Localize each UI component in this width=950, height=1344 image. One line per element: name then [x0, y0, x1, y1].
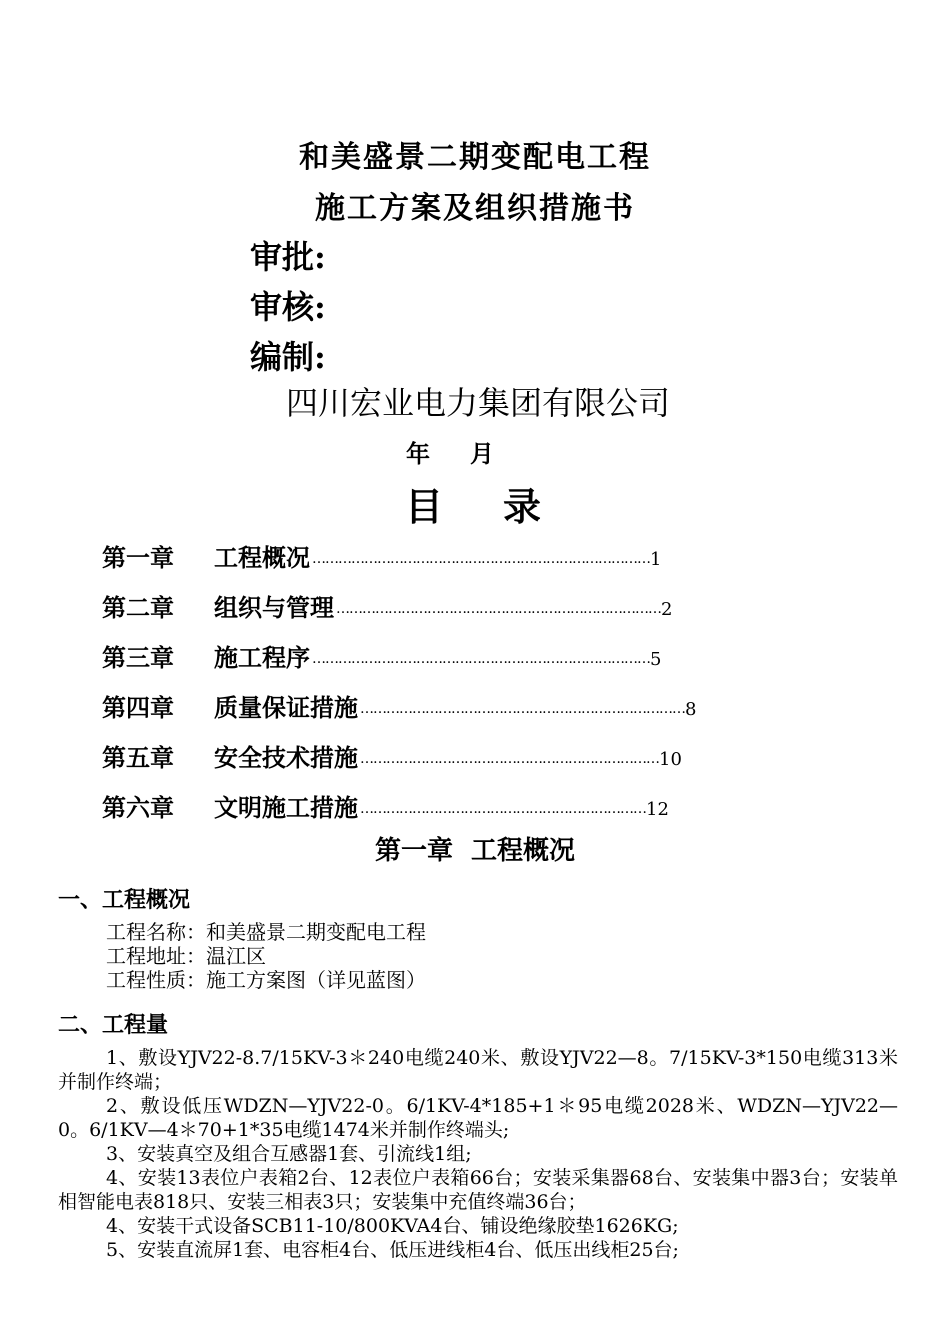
toc-entry[interactable] [102, 680, 862, 730]
project-address: 工程地址：温江区 [106, 944, 266, 968]
toc-title-part2: 录 [503, 484, 542, 529]
toc-leader: ………………………………………………………………… [336, 601, 661, 617]
list-item: 5、安装直流屏1套、电容柜4台、低压进线柜4台、低压出线柜25台; [106, 1239, 679, 1261]
toc-chapter: 第二章 [102, 592, 174, 622]
cover-date [406, 434, 494, 469]
chapter-name: 工程概况 [471, 836, 576, 866]
toc-page: 2 [661, 598, 673, 620]
toc-name: 质量保证措施 [214, 692, 358, 722]
project-nature: 工程性质：施工方案图（详见蓝图） [106, 968, 426, 992]
toc-chapter: 第三章 [102, 642, 174, 672]
toc-name: 组织与管理 [214, 592, 334, 622]
chapter-number: 第一章 [374, 836, 453, 866]
project-info [106, 920, 426, 992]
toc-name: 文明施工措施 [214, 792, 358, 822]
project-name: 工程名称：和美盛景二期变配电工程 [106, 920, 426, 944]
toc-chapter: 第五章 [102, 742, 174, 772]
toc-name: 工程概况 [214, 542, 310, 572]
year-label: 年 [406, 439, 430, 468]
toc-page: 1 [650, 548, 662, 570]
toc-page: 10 [659, 748, 682, 770]
toc-name: 施工程序 [214, 642, 310, 672]
section-title: 一、工程概况 [58, 888, 191, 913]
review-label: 审核: [250, 288, 326, 326]
month-label: 月 [470, 439, 494, 468]
toc-leader: …………………………………………………………… [360, 751, 659, 767]
toc-entry[interactable] [102, 580, 862, 630]
toc-leader: ………………………………………………………… [360, 801, 646, 817]
toc-chapter: 第六章 [102, 792, 174, 822]
list-item: 3、安装真空及组合互感器1套、引流线1组; [106, 1143, 472, 1165]
toc-leader: ………………………………………………………………… [360, 701, 685, 717]
toc-page: 5 [650, 648, 662, 670]
cover-title-line2: 施工方案及组织措施书 [315, 191, 635, 226]
toc-chapter: 第四章 [102, 692, 174, 722]
toc-entry[interactable] [102, 630, 862, 680]
list-item: 1、敷设YJV22-8.7/15KV-3＊240电缆240米、敷设YJV22—8。7/15KV-3*150电缆313米并制作终端； [58, 1047, 898, 1093]
table-of-contents [102, 530, 862, 830]
list-item: 4、安装干式设备SCB11-10/800KVA4台、铺设绝缘胶垫1626KG; [106, 1215, 679, 1237]
approve-label: 审批: [250, 238, 326, 276]
company-name: 四川宏业电力集团有限公司 [285, 384, 670, 422]
toc-entry[interactable] [102, 780, 862, 830]
toc-chapter: 第一章 [102, 542, 174, 572]
toc-page: 8 [685, 698, 697, 720]
list-item: 2、敷设低压WDZN—YJV22-0。6/1KV-4*185+1＊95电缆2028米、WDZN—YJV22—0。6/1KV—4＊70+1*35电缆1474米并制作终端头; [58, 1095, 898, 1141]
toc-page: 12 [646, 798, 669, 820]
toc-leader: …………………………………………………………………… [312, 551, 650, 567]
list-item: 4、安装13表位户表箱2台、12表位户表箱66台；安装采集器68台、安装集中器3台；安装单相智能电表818只、安装三相表3只；安装集中充值终端36台； [58, 1167, 898, 1213]
toc-leader: …………………………………………………………………… [312, 651, 650, 667]
toc-name: 安全技术措施 [214, 742, 358, 772]
toc-entry[interactable] [102, 730, 862, 780]
work-quantity-list [58, 1046, 898, 1262]
toc-title [405, 476, 541, 531]
compile-label: 编制: [250, 338, 326, 376]
cover-title-line1: 和美盛景二期变配电工程 [299, 140, 651, 175]
section-title: 二、工程量 [58, 1013, 169, 1038]
toc-entry[interactable] [102, 530, 862, 580]
toc-title-part1: 目 [405, 484, 444, 529]
chapter-heading [0, 830, 950, 867]
